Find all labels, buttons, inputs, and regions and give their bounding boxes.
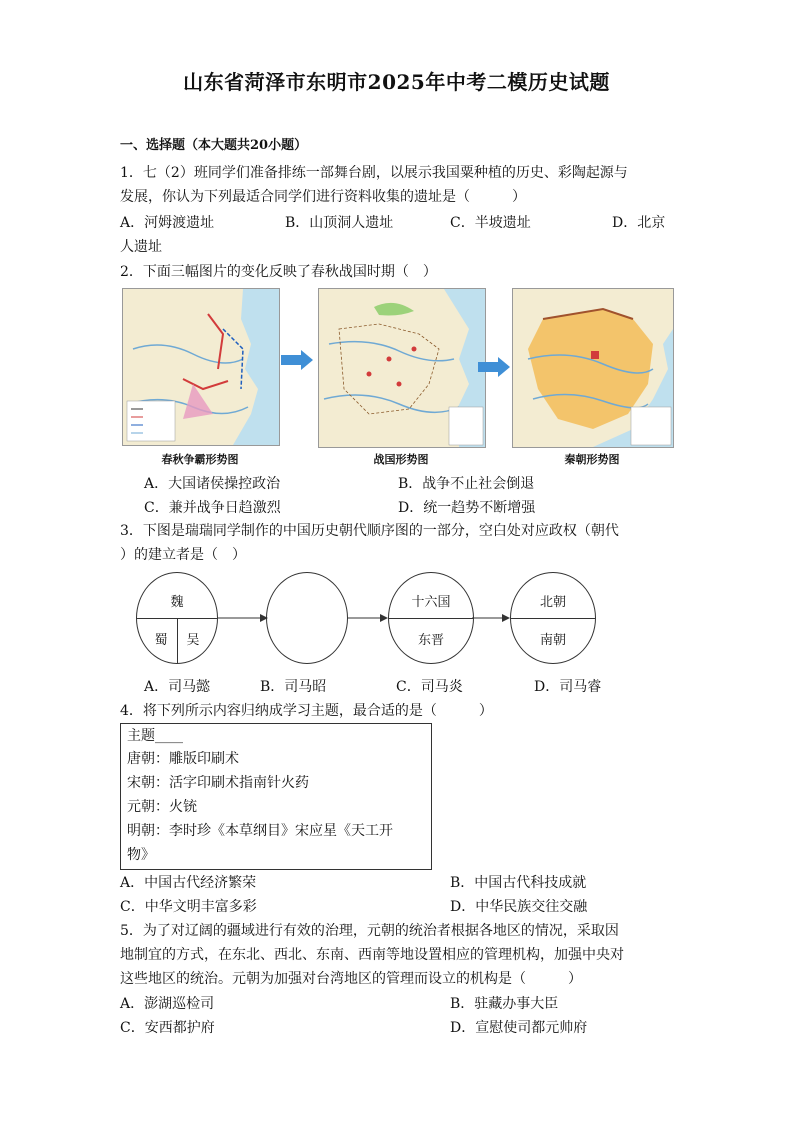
q3-stem-line2: ）的建立者是（ ） <box>120 547 246 563</box>
q1-option-d-cont: 人遗址 <box>120 239 162 255</box>
circle-three-kingdoms <box>136 572 218 664</box>
section-heading: 一、选择题（本大题共20小题） <box>120 138 308 153</box>
map-caption-warring-states: 战国形势图 <box>373 453 429 466</box>
q2-option-b: B．战争不止社会倒退 <box>398 476 535 492</box>
label-eastern-jin: 东晋 <box>417 633 444 648</box>
q1-option-a: A．河姆渡遗址 <box>120 215 215 231</box>
q5-option-c: C．安西都护府 <box>120 1020 215 1036</box>
q2-option-a: A．大国诸侯操控政治 <box>144 476 281 492</box>
q4-option-a: A．中国古代经济繁荣 <box>120 875 257 891</box>
arrow-right-icon <box>281 350 313 370</box>
q5-stem-line1: 5．为了对辽阔的疆域进行有效的治理，元朝的统治者根据各地区的情况，采取因 <box>120 923 619 939</box>
q5-option-d: D．宣慰使司都元帅府 <box>450 1020 588 1036</box>
label-sixteen-kingdoms: 十六国 <box>411 595 451 610</box>
q2-option-d: D．统一趋势不断增强 <box>398 500 536 516</box>
q1-option-c: C．半坡遗址 <box>450 215 531 231</box>
q4-option-b: B．中国古代科技成就 <box>450 875 587 891</box>
q5-stem-line3: 这些地区的统治。元朝为加强对台湾地区的管理而设立的机构是（ ） <box>120 971 582 987</box>
q2-option-c: C．兼并战争日趋激烈 <box>144 500 281 516</box>
q5-option-b: B．驻藏办事大臣 <box>450 996 559 1012</box>
q3-stem-line1: 3．下图是瑞瑞同学制作的中国历史朝代顺序图的一部分，空白处对应政权（朝代 <box>120 523 619 539</box>
topic-box-line: 主题____ <box>127 728 183 744</box>
circle-northern-southern <box>510 572 596 664</box>
q1-stem-line2: 发展，你认为下列最适合同学们进行资料收集的遗址是（ ） <box>120 189 526 205</box>
warring-states-map <box>318 288 486 448</box>
label-northern-dynasties: 北朝 <box>539 595 566 610</box>
qin-dynasty-map <box>512 288 674 448</box>
topic-box-line: 明朝：李时珍《本草纲目》宋应星《天工开 <box>127 823 393 839</box>
spring-autumn-map <box>122 288 280 446</box>
topic-box-line: 宋朝：活字印刷术指南针火药 <box>127 775 309 791</box>
topic-box-line: 唐朝：雕版印刷术 <box>127 751 239 767</box>
dynasty-sequence-diagram <box>130 568 670 668</box>
q1-option-b: B．山顶洞人遗址 <box>285 215 394 231</box>
circle-blank <box>266 572 348 664</box>
q1-option-d: D．北京 <box>612 215 666 231</box>
q2-stem: 2．下面三幅图片的变化反映了春秋战国时期（ ） <box>120 264 437 280</box>
q3-option-a: A．司马懿 <box>144 679 211 695</box>
label-southern-dynasties: 南朝 <box>539 633 566 648</box>
arrow-right-icon <box>478 357 510 377</box>
topic-box-line: 物》 <box>127 847 155 863</box>
label-wei: 魏 <box>170 595 184 610</box>
q3-option-c: C．司马炎 <box>396 679 463 695</box>
q4-option-c: C．中华文明丰富多彩 <box>120 899 257 915</box>
page-title: 山东省菏泽市东明市2025年中考二模历史试题 <box>183 70 610 94</box>
q3-option-d: D．司马睿 <box>534 679 602 695</box>
topic-box-line: 元朝：火铳 <box>127 799 197 815</box>
q5-stem-line2: 地制宜的方式，在东北、西北、东南、西南等地设置相应的管理机构，加强中央对 <box>120 947 624 963</box>
circle-sixteen-kingdoms <box>388 572 474 664</box>
label-shu: 蜀 <box>154 633 168 648</box>
map-caption-spring-autumn: 春秋争霸形势图 <box>161 453 239 466</box>
q4-stem: 4．将下列所示内容归纳成学习主题，最合适的是（ ） <box>120 703 493 719</box>
q3-option-b: B．司马昭 <box>260 679 327 695</box>
topic-box <box>120 723 432 870</box>
map-caption-qin: 秦朝形势图 <box>564 453 620 466</box>
q1-stem-line1: 1．七（2）班同学们准备排练一部舞台剧，以展示我国粟种植的历史、彩陶起源与 <box>120 165 628 181</box>
q4-option-d: D．中华民族交往交融 <box>450 899 588 915</box>
q5-option-a: A．澎湖巡检司 <box>120 996 215 1012</box>
label-wu: 吴 <box>186 633 200 648</box>
